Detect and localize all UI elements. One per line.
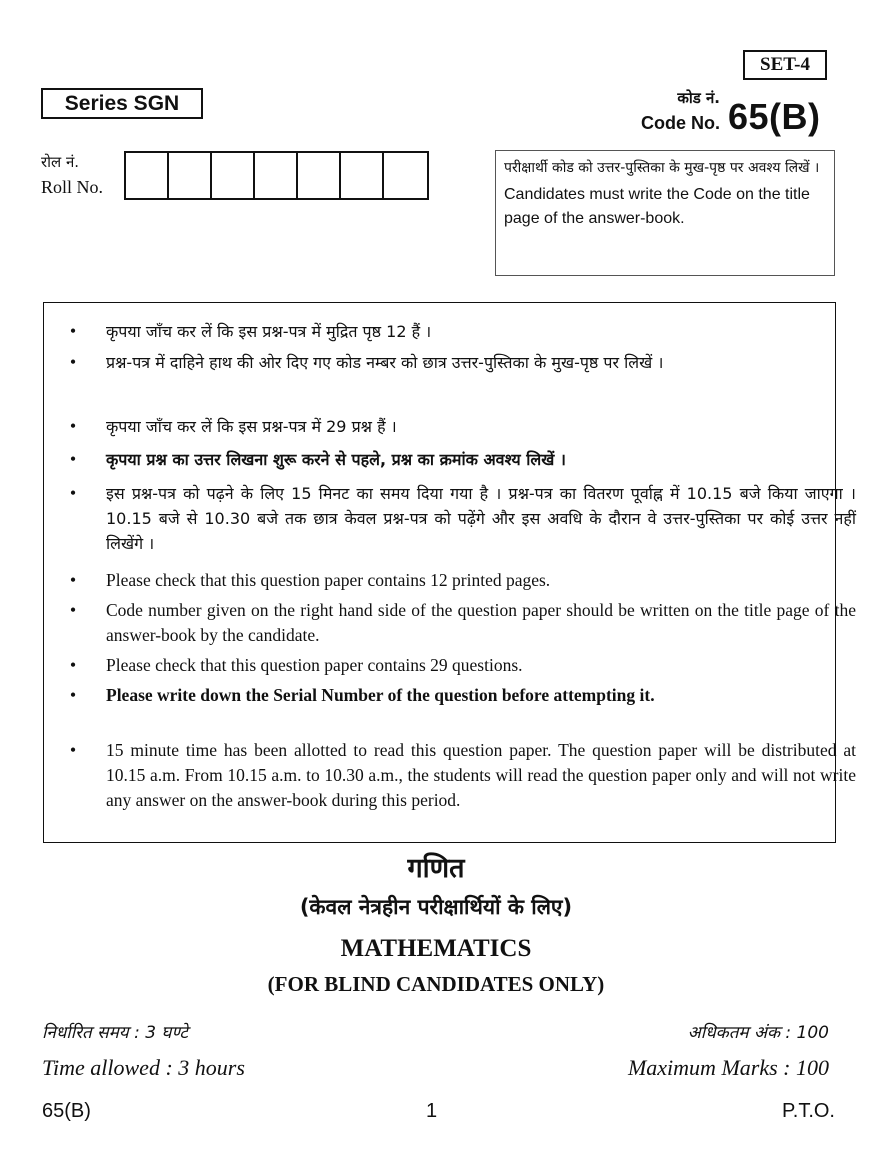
bullet-icon: • <box>69 352 77 372</box>
time-allowed-hindi: निर्धारित समय : 3 घण्टे <box>42 1023 188 1043</box>
set-badge: SET-4 <box>743 50 827 80</box>
maximum-marks-hindi: अधिकतम अंक : 100 <box>687 1023 829 1043</box>
bullet-icon: • <box>69 416 77 436</box>
code-note-english: Candidates must write the Code on the title page of the answer-book. <box>504 186 810 227</box>
code-number: 65(B) <box>728 96 821 137</box>
instruction-item: 15 minute time has been allotted to read this question paper. The question paper will be distributed at 10.15 a.m. From 10.15 a.m. to 10.30 a.m., the students will read the question paper only and will not write any answer on the answer-book during this period. <box>106 740 856 810</box>
bullet-icon: • <box>69 449 77 469</box>
code-note-box <box>495 150 835 276</box>
bullet-icon: • <box>69 483 77 503</box>
code-label-hindi: कोड नं. <box>677 89 720 107</box>
instruction-item: Code number given on the right hand side of the question paper should be written on the title page of the answer-book by the candidate. <box>106 600 856 645</box>
please-turn-over: P.T.O. <box>782 1100 835 1122</box>
roll-digit-box[interactable] <box>212 153 255 198</box>
code-note-hindi: परीक्षार्थी कोड को उत्तर-पुस्तिका के मुख-पृष्ठ पर अवश्य लिखें । <box>504 160 820 176</box>
roll-digit-box[interactable] <box>341 153 384 198</box>
audience-english: (FOR BLIND CANDIDATES ONLY) <box>267 972 605 996</box>
roll-digit-box[interactable] <box>255 153 298 198</box>
audience-hindi: (केवल नेत्रहीन परीक्षार्थियों के लिए) <box>299 895 573 919</box>
bullet-icon: • <box>69 321 77 341</box>
bullet-icon: • <box>69 740 77 760</box>
instructions-box <box>43 302 856 843</box>
code-label-english: Code No. <box>641 113 720 133</box>
footer-code: 65(B) <box>42 1100 91 1122</box>
bullet-icon: • <box>69 600 77 620</box>
time-allowed-english: Time allowed : 3 hours <box>42 1055 245 1080</box>
roll-label-english: Roll No. <box>41 177 104 197</box>
roll-digit-box[interactable] <box>298 153 341 198</box>
subject-title-hindi: गणित <box>407 853 465 884</box>
roll-number-boxes <box>124 151 429 200</box>
roll-label-hindi: रोल नं. <box>41 153 80 171</box>
instruction-item: Please check that this question paper contains 29 questions. <box>106 655 523 675</box>
instruction-item: प्रश्न-पत्र में दाहिने हाथ की ओर दिए गए कोड नम्बर को छात्र उत्तर-पुस्तिका के मुख-पृष्ठ पर लिखें । <box>106 353 664 372</box>
instruction-item: Please write down the Serial Number of the question before attempting it. <box>106 685 655 705</box>
instruction-item: कृपया जाँच कर लें कि इस प्रश्न-पत्र में मुद्रित पृष्ठ 12 हैं । <box>106 322 432 341</box>
series-badge: Series SGN <box>41 88 203 119</box>
roll-digit-box[interactable] <box>169 153 212 198</box>
instruction-item: इस प्रश्न-पत्र को पढ़ने के लिए 15 मिनट का समय दिया गया है । प्रश्न-पत्र का वितरण पूर्वाह्न में 10.15 बजे किया जाएगा । 10.15 बजे से 10.30 बजे तक छात्र केवल प्रश्न-पत्र को पढ़ेंगे और इस अवधि के दौरान वे उत्तर-पुस्तिका पर कोई उत्तर नहीं लिखेंगे । <box>106 484 856 553</box>
roll-digit-box[interactable] <box>126 153 169 198</box>
bullet-icon: • <box>69 570 77 590</box>
maximum-marks-english: Maximum Marks : 100 <box>627 1055 829 1080</box>
instruction-item: Please check that this question paper contains 12 printed pages. <box>106 570 551 590</box>
bullet-icon: • <box>69 655 77 675</box>
instruction-item: कृपया जाँच कर लें कि इस प्रश्न-पत्र में 29 प्रश्न हैं । <box>106 417 397 436</box>
roll-digit-box[interactable] <box>384 153 427 198</box>
subject-title-english: MATHEMATICS <box>340 935 532 962</box>
page-number: 1 <box>426 1100 438 1122</box>
instruction-item: कृपया प्रश्न का उत्तर लिखना शुरू करने से पहले, प्रश्न का क्रमांक अवश्य लिखें । <box>106 450 566 469</box>
bullet-icon: • <box>69 685 77 705</box>
